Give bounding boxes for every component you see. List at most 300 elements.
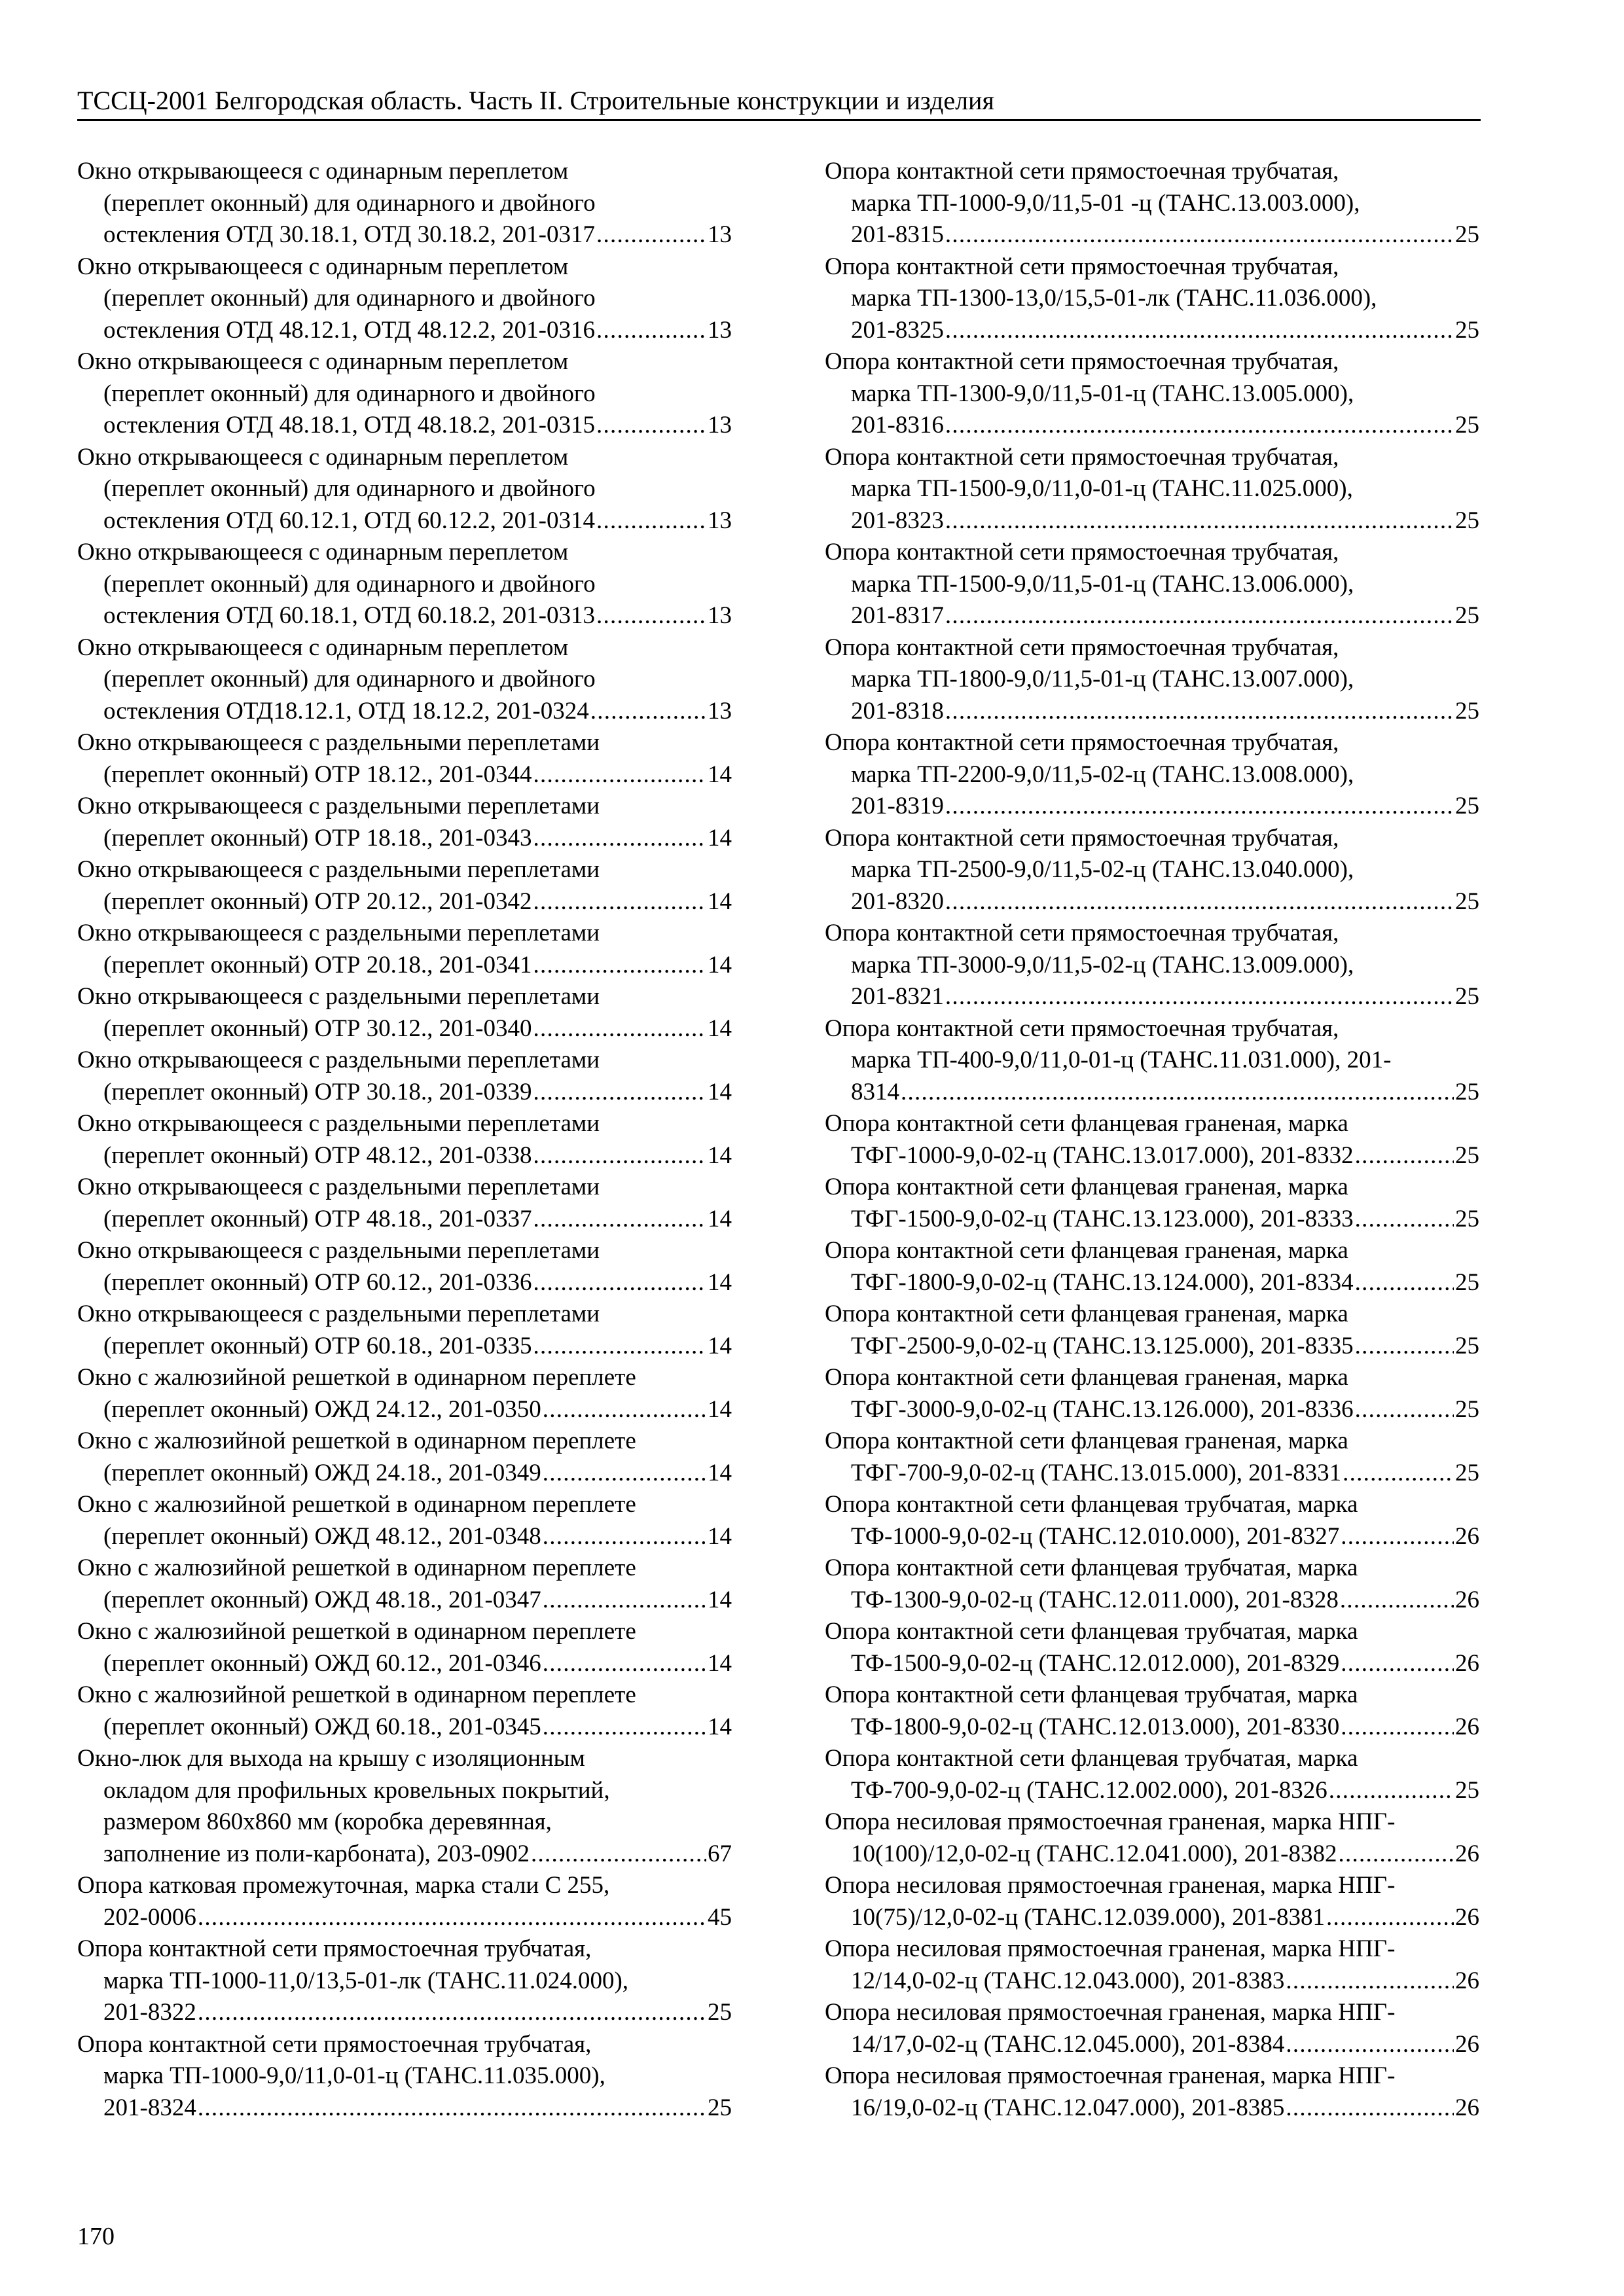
dot-leader [543,1648,706,1680]
entry-line: Опора контактной сети фланцевая трубчатая, марка [825,1491,1358,1518]
entry-text: ТФ-1800-9,0-02-ц (ТАНС.12.013.000), 201-8330 [851,1713,1340,1740]
entry-text: 201-8324 [103,2094,196,2121]
entry-page-ref: 14 [708,1586,732,1613]
entry-text: 201-8318 [851,697,944,725]
entry-page-ref: 25 [1455,221,1479,248]
dot-leader [945,886,1454,918]
entry-line: (переплет оконный) для одинарного и двойного [103,666,596,692]
entry-page-ref: 25 [1455,1395,1479,1423]
dot-leader [533,950,706,982]
entry-line: Окно открывающееся с раздельными переплетами [77,856,600,883]
entry-last-line [77,950,732,982]
dot-leader [1338,1839,1454,1871]
index-entry [77,1108,732,1172]
index-entry [825,632,1479,728]
index-entry [77,1679,732,1743]
entry-last-line [77,2092,732,2125]
dot-leader [543,1585,706,1617]
entry-page-ref: 13 [708,697,732,725]
dot-leader [1341,1712,1454,1744]
index-entry [77,791,732,854]
entry-page-ref: 14 [708,1522,732,1550]
entry-text: (переплет оконный) ОТР 18.12., 201-0344 [103,761,532,788]
entry-last-line [77,823,732,855]
entry-line: марка ТП-400-9,0/11,0-01-ц (ТАНС.11.031.000), 201- [851,1047,1392,1073]
entry-page-ref: 14 [708,951,732,978]
entry-last-line [825,1267,1479,1299]
entry-text: 201-8315 [851,221,944,248]
entry-text: ТФГ-1800-9,0-02-ц (ТАНС.13.124.000), 201-8334 [851,1268,1354,1296]
entry-page-ref: 14 [708,1268,732,1296]
entry-page-ref: 13 [708,412,732,439]
entry-page-ref: 26 [1455,1713,1479,1740]
entry-line: марка ТП-3000-9,0/11,5-02-ц (ТАНС.13.009.000), [851,951,1354,978]
entry-line: Опора контактной сети прямостоечная трубчатая, [825,253,1339,280]
entry-line: Опора контактной сети фланцевая граненая, марка [825,1364,1348,1391]
dot-leader [533,1077,706,1109]
index-entry [77,1045,732,1108]
entry-line: марка ТП-1000-9,0/11,5-01 -ц (ТАНС.13.003.000), [851,189,1360,217]
index-entry [825,1616,1479,1679]
entry-page-ref: 25 [1455,983,1479,1010]
entry-line: Окно открывающееся с раздельными переплетами [77,1174,600,1200]
entry-page-ref: 13 [708,316,732,344]
entry-line: Окно открывающееся с одинарным переплетом [77,158,569,185]
entry-line: (переплет оконный) для одинарного и двойного [103,570,596,598]
entry-text: ТФ-1300-9,0-02-ц (ТАНС.12.011.000), 201-8328 [851,1586,1339,1613]
dot-leader [531,1839,706,1871]
entry-last-line [825,1902,1479,1934]
entry-last-line [825,1204,1479,1236]
running-header: ТССЦ-2001 Белгородская область. Часть II. Строительные конструкции и изделия [77,86,994,115]
entry-last-line [77,696,732,728]
index-entry [825,346,1479,442]
entry-last-line [825,1077,1479,1109]
entry-page-ref: 14 [708,1078,732,1105]
index-entry [825,156,1479,251]
entry-page-ref: 25 [1455,602,1479,629]
entry-page-ref: 14 [708,888,732,915]
entry-last-line [77,315,732,347]
index-entry [825,918,1479,1013]
entry-line: марка ТП-1300-13,0/15,5-01-лк (ТАНС.11.036.000), [851,285,1377,312]
entry-page-ref: 26 [1455,2030,1479,2058]
entry-text: ТФ-1500-9,0-02-ц (ТАНС.12.012.000), 201-8329 [851,1649,1340,1677]
dot-leader [945,981,1454,1013]
dot-leader [596,315,706,347]
entry-page-ref: 26 [1455,1586,1479,1613]
index-entry [77,1933,732,2029]
entry-text: ТФ-700-9,0-02-ц (ТАНС.12.002.000), 201-8326 [851,1776,1327,1804]
index-entry [825,1933,1479,1997]
entry-line: (переплет оконный) для одинарного и двойного [103,285,596,312]
dot-leader [533,1013,706,1045]
entry-line: Окно открывающееся с раздельными переплетами [77,983,600,1010]
entry-line: Окно с жалюзийной решеткой в одинарном переплете [77,1364,636,1391]
entry-last-line [825,1458,1479,1490]
dot-leader [543,1712,706,1744]
entry-line: Окно открывающееся с раздельными переплетами [77,1237,600,1264]
page-number: 170 [77,2223,115,2250]
dot-leader [1340,1585,1454,1617]
dot-leader [198,1902,706,1934]
entry-text: (переплет оконный) ОЖД 24.12., 201-0350 [103,1395,541,1423]
entry-line: Опора несиловая прямостоечная граненая, марка НПГ- [825,1872,1396,1899]
entry-page-ref: 25 [708,1999,732,2026]
index-entry [825,1108,1479,1172]
entry-line: Опора контактной сети фланцевая граненая, марка [825,1237,1348,1264]
index-entry [825,2060,1479,2124]
entry-line: Опора контактной сети прямостоечная трубчатая, [825,920,1339,946]
dot-leader [1329,1775,1454,1807]
index-column-left [77,156,732,2124]
index-entry [825,1426,1479,1489]
index-entry [77,442,732,537]
entry-page-ref: 26 [1455,1522,1479,1550]
entry-last-line [77,1712,732,1744]
entry-text: 201-8323 [851,507,944,534]
entry-text: (переплет оконный) ОТР 48.12., 201-0338 [103,1141,532,1169]
entry-line: марка ТП-1000-11,0/13,5-01-лк (ТАНС.11.024.000), [103,1967,629,1994]
entry-text: 12/14,0-02-ц (ТАНС.12.043.000), 201-8383 [851,1967,1285,1994]
entry-line: Окно открывающееся с одинарным переплетом [77,539,569,565]
entry-text: остекления ОТД 60.18.1, ОТД 60.18.2, 201-0313 [103,602,595,629]
entry-page-ref: 45 [708,1903,732,1931]
entry-last-line [825,1585,1479,1617]
entry-last-line [77,1331,732,1363]
dot-leader [1326,1902,1454,1934]
dot-leader [596,410,706,442]
entry-text: 201-8319 [851,793,944,819]
dot-leader [543,1521,706,1553]
entry-line: Опора несиловая прямостоечная граненая, марка НПГ- [825,1808,1396,1835]
entry-last-line [825,315,1479,347]
entry-line: Опора контактной сети фланцевая граненая, марка [825,1427,1348,1454]
index-entry [77,918,732,981]
dot-leader [945,219,1454,251]
entry-page-ref: 25 [708,2094,732,2121]
entry-line: (переплет оконный) для одинарного и двойного [103,475,596,502]
index-entry [77,1426,732,1489]
index-entry [77,1743,732,1870]
dot-leader [596,219,706,251]
entry-last-line [825,600,1479,632]
entry-line: Опора контактной сети прямостоечная трубчатая, [825,824,1339,852]
entry-line: Окно открывающееся с одинарным переплетом [77,253,569,280]
entry-page-ref: 14 [708,824,732,852]
entry-page-ref: 13 [708,602,732,629]
entry-text: 201-8316 [851,412,944,439]
index-entry [77,981,732,1045]
entry-text: (переплет оконный) ОТР 18.18., 201-0343 [103,824,532,852]
index-entry [77,1172,732,1235]
entry-last-line [77,410,732,442]
entry-text: 14/17,0-02-ц (ТАНС.12.045.000), 201-8384 [851,2030,1285,2058]
entry-page-ref: 25 [1455,507,1479,534]
entry-text: ТФГ-1000-9,0-02-ц (ТАНС.13.017.000), 201-8332 [851,1141,1354,1169]
entry-line: окладом для профильных кровельных покрытий, [103,1776,610,1804]
index-entry [825,1299,1479,1362]
entry-text: 10(75)/12,0-02-ц (ТАНС.12.039.000), 201-8381 [851,1903,1325,1931]
index-entry [825,1870,1479,1933]
dot-leader [533,1140,706,1172]
entry-page-ref: 14 [708,1649,732,1677]
entry-page-ref: 25 [1455,1141,1479,1169]
entry-last-line [77,1521,732,1553]
entry-line: Окно-люк для выхода на крышу с изоляционным [77,1745,585,1772]
entry-line: Опора контактной сети фланцевая граненая, марка [825,1174,1348,1200]
dot-leader [533,1204,706,1236]
entry-text: (переплет оконный) ОТР 30.18., 201-0339 [103,1078,532,1105]
index-entry [77,1616,732,1679]
index-entry [77,346,732,442]
entry-line: Опора контактной сети прямостоечная трубчатая, [825,348,1339,375]
index-entry [77,727,732,791]
entry-line: Окно с жалюзийной решеткой в одинарном переплете [77,1554,636,1581]
dot-leader [1341,1648,1454,1680]
dot-leader [945,791,1454,823]
dot-leader [198,2092,706,2125]
entry-last-line [825,1140,1479,1172]
dot-leader [533,823,706,855]
entry-page-ref: 25 [1455,1776,1479,1804]
index-entry [825,1235,1479,1299]
entry-page-ref: 26 [1455,1967,1479,1994]
header-rule [77,119,1481,121]
entry-last-line [825,981,1479,1013]
dot-leader [1286,1965,1454,1998]
index-entry [825,1013,1479,1109]
entry-last-line [825,219,1479,251]
index-entry [825,537,1479,632]
dot-leader [945,505,1454,537]
entry-line: Опора контактной сети прямостоечная трубчатая, [825,539,1339,565]
entry-last-line [825,1775,1479,1807]
entry-text: (переплет оконный) ОТР 20.18., 201-0341 [103,951,532,978]
entry-last-line [825,505,1479,537]
entry-line: Опора несиловая прямостоечная граненая, марка НПГ- [825,1999,1396,2026]
dot-leader [1355,1394,1454,1426]
index-entry [77,537,732,632]
index-entry [825,1997,1479,2060]
entry-page-ref: 13 [708,221,732,248]
index-entry [825,1679,1479,1743]
entry-page-ref: 14 [708,761,732,788]
index-entry [825,442,1479,537]
index-entry [77,1870,732,1933]
dot-leader [198,1997,706,2029]
entry-line: Опора контактной сети прямостоечная трубчатая, [825,634,1339,661]
entry-text: (переплет оконный) ОЖД 60.18., 201-0345 [103,1713,541,1740]
entry-page-ref: 25 [1455,1459,1479,1486]
dot-leader [533,1267,706,1299]
entry-page-ref: 25 [1455,1332,1479,1359]
index-entry [77,1362,732,1426]
index-entry [825,727,1479,823]
entry-page-ref: 25 [1455,793,1479,819]
entry-line: Опора контактной сети прямостоечная трубчатая, [825,729,1339,756]
entry-line: Окно с жалюзийной решеткой в одинарном переплете [77,1618,636,1645]
entry-page-ref: 26 [1455,1649,1479,1677]
entry-text: (переплет оконный) ОЖД 48.12., 201-0348 [103,1522,541,1550]
entry-line: (переплет оконный) для одинарного и двойного [103,380,596,407]
index-entry [825,1806,1479,1870]
index-entry [825,823,1479,918]
entry-text: 202-0006 [103,1903,196,1931]
entry-last-line [825,1521,1479,1553]
entry-page-ref: 14 [708,1332,732,1359]
entry-line: марка ТП-1000-9,0/11,0-01-ц (ТАНС.11.035.000), [103,2062,605,2089]
entry-page-ref: 14 [708,1014,732,1042]
entry-text: остекления ОТД 48.18.1, ОТД 48.18.2, 201-0315 [103,412,595,439]
dot-leader [1355,1331,1454,1363]
entry-line: Окно открывающееся с раздельными переплетами [77,1110,600,1137]
entry-last-line [825,1394,1479,1426]
dot-leader [1355,1267,1454,1299]
entry-line: Опора контактной сети фланцевая трубчатая, марка [825,1618,1358,1645]
index-entry [825,1362,1479,1426]
index-entry [77,1299,732,1362]
index-entry [77,2029,732,2125]
entry-last-line [77,1394,732,1426]
entry-last-line [825,1331,1479,1363]
entry-last-line [77,1077,732,1109]
entry-line: Окно с жалюзийной решеткой в одинарном переплете [77,1427,636,1454]
index-entry [825,1489,1479,1552]
entry-page-ref: 26 [1455,2094,1479,2121]
entry-line: Опора контактной сети прямостоечная трубчатая, [825,1014,1339,1042]
entry-page-ref: 14 [708,1395,732,1423]
entry-text: (переплет оконный) ОТР 60.12., 201-0336 [103,1268,532,1296]
entry-text: ТФГ-1500-9,0-02-ц (ТАНС.13.123.000), 201-8333 [851,1205,1354,1232]
dot-leader [1355,1204,1454,1236]
entry-last-line [77,1458,732,1490]
entry-line: Опора несиловая прямостоечная граненая, марка НПГ- [825,2062,1396,2089]
entry-page-ref: 13 [708,507,732,534]
entry-page-ref: 25 [1455,1205,1479,1232]
entry-last-line [825,1648,1479,1680]
entry-line: Опора несиловая прямостоечная граненая, марка НПГ- [825,1935,1396,1962]
entry-last-line [77,1140,732,1172]
entry-page-ref: 25 [1455,888,1479,915]
entry-line: Опора контактной сети прямостоечная трубчатая, [825,158,1339,185]
entry-line: марка ТП-2200-9,0/11,5-02-ц (ТАНС.13.008.000), [851,761,1354,788]
entry-line: Опора контактной сети фланцевая трубчатая, марка [825,1554,1358,1581]
dot-leader [945,315,1454,347]
index-entry [825,1552,1479,1616]
entry-page-ref: 25 [1455,1078,1479,1105]
entry-text: (переплет оконный) ОЖД 48.18., 201-0347 [103,1586,541,1613]
entry-text: (переплет оконный) ОТР 60.18., 201-0335 [103,1332,532,1359]
dot-leader [945,600,1454,632]
entry-line: Опора контактной сети фланцевая трубчатая, марка [825,1745,1358,1772]
entry-last-line [77,759,732,791]
dot-leader [1341,1521,1454,1553]
entry-last-line [825,2092,1479,2125]
entry-page-ref: 26 [1455,1840,1479,1867]
entry-line: марка ТП-1500-9,0/11,5-01-ц (ТАНС.13.006.000), [851,570,1354,598]
dot-leader [901,1077,1454,1109]
dot-leader [1343,1458,1454,1490]
entry-last-line [77,1267,732,1299]
dot-leader [1286,2029,1454,2061]
dot-leader [533,1331,706,1363]
index-entry [77,251,732,347]
entry-text: остекления ОТД 30.18.1, ОТД 30.18.2, 201-0317 [103,221,595,248]
entry-text: ТФГ-700-9,0-02-ц (ТАНС.13.015.000), 201-8331 [851,1459,1342,1486]
entry-text: 201-8320 [851,888,944,915]
entry-text: остекления ОТД 48.12.1, ОТД 48.12.2, 201-0316 [103,316,595,344]
entry-line: марка ТП-2500-9,0/11,5-02-ц (ТАНС.13.040.000), [851,856,1354,883]
entry-last-line [825,791,1479,823]
index-entry [825,251,1479,347]
entry-text: 8314 [851,1078,899,1105]
entry-last-line [77,1902,732,1934]
dot-leader [596,505,706,537]
entry-line: Окно открывающееся с раздельными переплетами [77,1300,600,1327]
entry-text: (переплет оконный) ОТР 30.12., 201-0340 [103,1014,532,1042]
entry-line: Опора контактной сети фланцевая трубчатая, марка [825,1681,1358,1708]
index-entry [77,632,732,728]
entry-line: Окно открывающееся с раздельными переплетами [77,793,600,819]
dot-leader [945,696,1454,728]
entry-last-line [825,696,1479,728]
entry-line: Окно с жалюзийной решеткой в одинарном переплете [77,1681,636,1708]
entry-page-ref: 25 [1455,412,1479,439]
entry-line: Окно открывающееся с одинарным переплетом [77,348,569,375]
entry-page-ref: 25 [1455,1268,1479,1296]
entry-line: Опора катковая промежуточная, марка стали С 255, [77,1872,610,1899]
entry-line: Опора контактной сети фланцевая граненая, марка [825,1110,1348,1137]
entry-text: (переплет оконный) ОЖД 24.18., 201-0349 [103,1459,541,1486]
entry-text: 10(100)/12,0-02-ц (ТАНС.12.041.000), 201-8382 [851,1840,1337,1867]
entry-text: заполнение из поли-карбоната), 203-0902 [103,1840,530,1867]
entry-text: 201-8325 [851,316,944,344]
entry-line: Окно открывающееся с раздельными переплетами [77,920,600,946]
entry-text: (переплет оконный) ОТР 48.18., 201-0337 [103,1205,532,1232]
index-entry [77,1489,732,1552]
entry-last-line [77,1648,732,1680]
dot-leader [945,410,1454,442]
entry-text: ТФГ-3000-9,0-02-ц (ТАНС.13.126.000), 201-8336 [851,1395,1354,1423]
dot-leader [543,1458,706,1490]
dot-leader [533,759,706,791]
index-entry [77,1235,732,1299]
entry-line: (переплет оконный) для одинарного и двойного [103,189,596,217]
dot-leader [1355,1140,1454,1172]
entry-line: Опора контактной сети фланцевая граненая, марка [825,1300,1348,1327]
dot-leader [533,886,706,918]
index-entry [77,156,732,251]
entry-page-ref: 14 [708,1205,732,1232]
entry-last-line [825,410,1479,442]
entry-line: марка ТП-1300-9,0/11,5-01-ц (ТАНС.13.005.000), [851,380,1354,407]
entry-last-line [825,1839,1479,1871]
entry-line: Окно с жалюзийной решеткой в одинарном переплете [77,1491,636,1518]
entry-last-line [77,600,732,632]
entry-page-ref: 25 [1455,316,1479,344]
index-entry [77,1552,732,1616]
entry-last-line [77,886,732,918]
entry-last-line [825,1965,1479,1998]
entry-page-ref: 26 [1455,1903,1479,1931]
entry-line: размером 860х860 мм (коробка деревянная, [103,1808,552,1835]
entry-text: (переплет оконный) ОТР 20.12., 201-0342 [103,888,532,915]
index-entry [77,854,732,918]
entry-text: остекления ОТД18.12.1, ОТД 18.12.2, 201-0324 [103,697,589,725]
entry-text: 201-8317 [851,602,944,629]
entry-last-line [825,886,1479,918]
